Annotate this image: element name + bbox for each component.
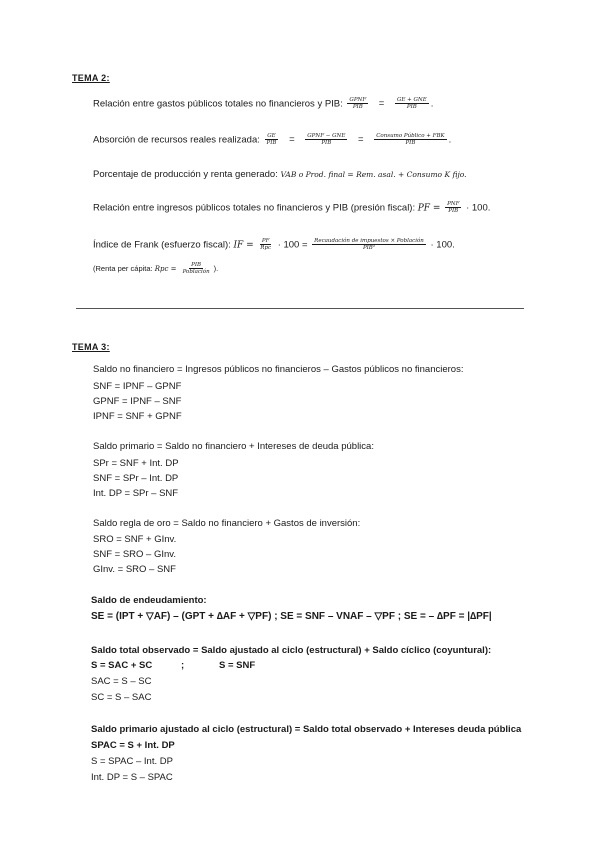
formula-line: SAC = S – SC [91,676,152,687]
saldo-endeudamiento-formula: SE = (IPT + ▽AF) – (GPT + ∆AF + ▽PF) ; SE = SNF – VNAF – ▽PF ; SE = – ∆PF = |∆PF| [91,611,492,622]
formula-line: SC = S – SAC [91,692,152,703]
tema2-line-porcentaje: Porcentaje de producción y renta generado: VAB o Prod. final = Rem. asal. + Consumo K fijo. [93,169,467,180]
formula-line: S = SNF [219,660,256,671]
formula-line: SNF = IPNF – GPNF [93,381,182,392]
formula-line: Int. DP = S – SPAC [91,772,173,783]
formula-line: IPNF = SNF + GPNF [93,411,182,422]
formula-line: SPr = SNF + Int. DP [93,458,179,469]
formula-line: GInv. = SRO – SNF [93,564,176,575]
tema2-heading: TEMA 2: [72,73,110,83]
saldo-total-formulas [91,660,391,674]
formula-line: S = SAC + SC [91,660,153,671]
formula-line: S = SPAC – Int. DP [91,756,173,767]
formula-line: GPNF = IPNF – SNF [93,396,182,407]
formula-line: SRO = SNF + GInv. [93,534,177,545]
tema2-line-gasto-pib: Relación entre gastos públicos totales no financieros y PIB: $\frac{\text{GPNF}}{\text{PIB}}$ = $\frac{\text{GE + GNE}}{\text{PIB}}$ . [93,97,434,111]
tema2-line-renta-per-capita: (Renta per cápita: Rpc = $\frac{\text{PIB}}{\text{Población}}$ ). [93,262,219,276]
saldo-endeudamiento-title: Saldo de endeudamiento: [91,595,207,606]
formula-line: Int. DP = SPr – SNF [93,488,179,499]
tema3-heading: TEMA 3: [72,342,110,352]
saldo-no-financiero-title: Saldo no financiero = Ingresos públicos no financieros – Gastos públicos no financieros: [93,364,464,375]
formula-line: SNF = SRO – GInv. [93,549,176,560]
tema2-line-absorcion: Absorción de recursos reales realizada: $\frac{GE}{\text{PIB}}$ = $\frac{\text{GPNF − GNE}}{\text{PIB}}$ = $\frac{\text{Consumo Público + FBK}}{\text{PIB}}$ . [93,133,452,147]
formula-line: SPAC = S + Int. DP [91,740,175,751]
saldo-primario-title: Saldo primario = Saldo no financiero + Intereses de deuda pública: [93,441,374,452]
separator: ; [181,660,185,671]
saldo-regla-oro-title: Saldo regla de oro = Saldo no financiero + Gastos de inversión: [93,518,361,529]
saldo-primario-ajustado-title: Saldo primario ajustado al ciclo (estructural) = Saldo total observado + Intereses deuda pública [91,724,522,735]
tema2-line-presion-fiscal: Relación entre ingresos públicos totales no financieros y PIB (presión fiscal): PF = $\frac{\text{PNF}}{\text{PIB}}$ · 100. [93,201,491,215]
formula-line: SNF = SPr – Int. DP [93,473,179,484]
saldo-total-observado-title: Saldo total observado = Saldo ajustado al ciclo (estructural) + Saldo cíclico (coyuntural): [91,645,492,656]
tema2-line-indice-frank: Índice de Frank (esfuerzo fiscal): IF = $\frac{PF}{\text{Rpc}}$ · 100 = $\frac{\text{Recaudación de impuestos × Población}}{\text{PIB²}}$ · 100. [93,238,455,252]
section-divider [76,308,524,309]
